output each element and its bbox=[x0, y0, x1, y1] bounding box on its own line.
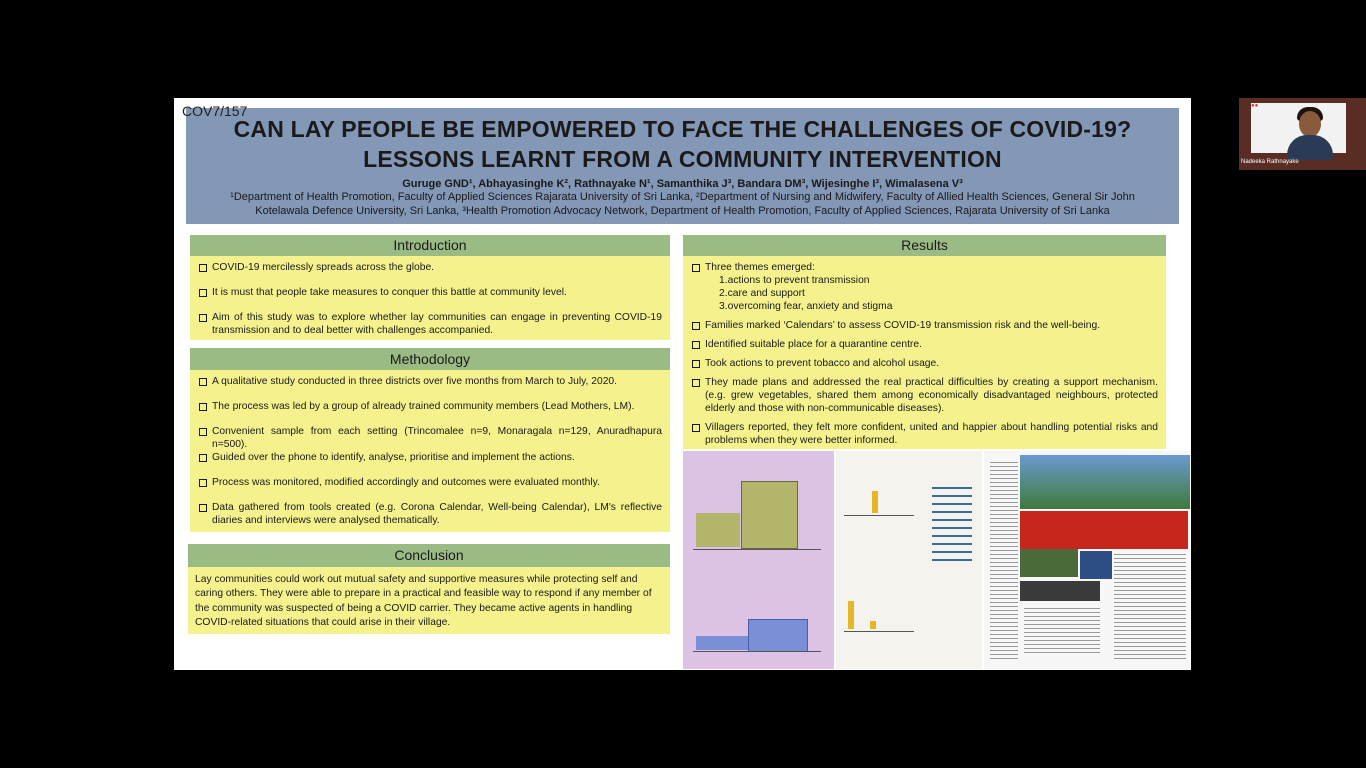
calendar-chart-photo-1 bbox=[683, 451, 834, 669]
list-item: Guided over the phone to identify, analyse, prioritise and implement the actions. bbox=[198, 451, 662, 464]
list-item: COVID-19 mercilessly spreads across the globe. bbox=[198, 261, 662, 274]
theme-item: 3.overcoming fear, anxiety and stigma bbox=[719, 301, 893, 312]
poster-header bbox=[186, 108, 1179, 224]
conclusion-text: Lay communities could work out mutual safety and supportive measures while protecting self and caring others. They were able to prepare in a practical and feasible way to respond if any member of the community was suspected of being a COVID carrier. They became active agents in handling COVID-related situations that could arise in their village. bbox=[188, 567, 670, 634]
participant-video bbox=[1251, 103, 1346, 153]
list-item: They made plans and addressed the real practical difficulties by creating a support mechanism. (e.g. grew vegetables, shared them among economically disadvantaged neighbours, protected elderly and those with non-communicable diseases). bbox=[691, 376, 1158, 415]
participant-status-icon: ●● bbox=[1251, 103, 1259, 109]
calendar-chart-photo-2 bbox=[836, 451, 982, 669]
methodology-heading: Methodology bbox=[190, 348, 670, 370]
list-item: Process was monitored, modified accordingly and outcomes were evaluated monthly. bbox=[198, 476, 662, 489]
list-item: Convenient sample from each setting (Trincomalee n=9, Monaragala n=129, Anuradhapura n=500). bbox=[198, 425, 662, 451]
results-heading: Results bbox=[683, 235, 1166, 256]
results-body bbox=[683, 256, 1166, 449]
participant-video-tile[interactable] bbox=[1239, 98, 1366, 170]
theme-item: 2.care and support bbox=[719, 288, 805, 299]
methodology-body bbox=[190, 370, 670, 532]
list-item: Villagers reported, they felt more confident, united and happier about handling potential risks and problems when they were better informed. bbox=[691, 421, 1158, 447]
participant-name: Nadeeka Rathnayake bbox=[1241, 159, 1299, 165]
list-item: It is must that people take measures to conquer this battle at community level. bbox=[198, 286, 662, 299]
newspaper-clipping-photo bbox=[984, 451, 1190, 669]
introduction-heading: Introduction bbox=[190, 235, 670, 256]
poster-slide bbox=[174, 98, 1191, 670]
list-item: Families marked ‘Calendars’ to assess COVID-19 transmission risk and the well-being. bbox=[691, 319, 1158, 332]
list-item: The process was led by a group of already trained community members (Lead Mothers, LM). bbox=[198, 400, 662, 413]
conclusion-heading: Conclusion bbox=[188, 544, 670, 567]
theme-item: 1.actions to prevent transmission bbox=[719, 275, 870, 286]
list-item bbox=[691, 261, 1158, 313]
list-item: A qualitative study conducted in three districts over five months from March to July, 2020. bbox=[198, 375, 662, 388]
poster-affiliations: ¹Department of Health Promotion, Faculty of Applied Sciences Rajarata University of Sri Lanka, ²Department of Nursing and Midwifery, Faculty of Allied Health Sciences, General Sir John Kotelawala Defence University, Sri Lanka, ³Health Promotion Advocacy Network, Department of Health Promotion, Faculty of Applied Sciences, Rajarata University of Sri Lanka bbox=[230, 191, 1135, 217]
themes-intro: Three themes emerged: bbox=[705, 262, 815, 273]
poster-code: COV7/157 bbox=[182, 103, 248, 119]
poster-authors: Guruge GND¹, Abhayasinghe K², Rathnayake N¹, Samanthika J³, Bandara DM³, Wijesinghe I³, Wimalasena V³ bbox=[402, 178, 963, 190]
list-item: Took actions to prevent tobacco and alcohol usage. bbox=[691, 357, 1158, 370]
introduction-body bbox=[190, 256, 670, 340]
list-item: Data gathered from tools created (e.g. Corona Calendar, Well-being Calendar), LM's reflective diaries and interviews were analysed thematically. bbox=[198, 501, 662, 527]
list-item: Aim of this study was to explore whether lay communities can engage in preventing COVID-19 transmission and to deal better with challenges accompanied. bbox=[198, 311, 662, 337]
poster-title: CAN LAY PEOPLE BE EMPOWERED TO FACE THE CHALLENGES OF COVID-19? LESSONS LEARNT FROM A COMMUNITY INTERVENTION bbox=[233, 116, 1132, 172]
list-item: Identified suitable place for a quarantine centre. bbox=[691, 338, 1158, 351]
